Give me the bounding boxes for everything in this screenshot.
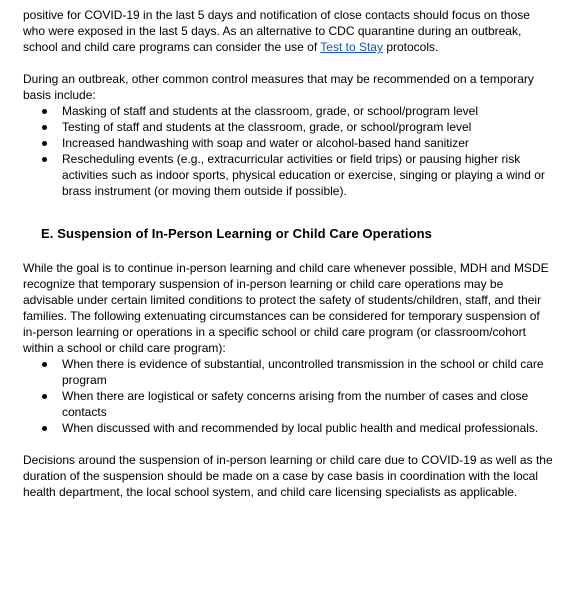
bullet-icon — [42, 362, 47, 367]
document-page — [23, 7, 555, 500]
bullet-icon — [42, 394, 47, 399]
list-item-text: Rescheduling events (e.g., extracurricular activities or field trips) or pausing higher risk activities such as indoor sports, physical education or exercise, singing or playing a wind or brass instrument (or moving them outside if possible). — [62, 152, 545, 198]
test-to-stay-link[interactable]: Test to Stay — [320, 40, 383, 54]
suspension-circumstances-list — [23, 356, 555, 436]
section-heading: E. Suspension of In-Person Learning or Child Care Operations — [41, 226, 432, 241]
bullet-icon — [42, 109, 47, 114]
list-item-text: Masking of staff and students at the classroom, grade, or school/program level — [62, 104, 478, 118]
list-item — [23, 420, 555, 436]
outbreak-measures-list — [23, 103, 555, 199]
bullet-icon — [42, 141, 47, 146]
section-e-heading-wrap — [23, 225, 555, 243]
outbreak-measures-intro: During an outbreak, other common control measures that may be recommended on a temporary basis include: — [23, 72, 534, 102]
intro-text-after-link: protocols. — [382, 40, 439, 54]
bullet-icon — [42, 125, 47, 130]
intro-paragraph — [23, 7, 555, 55]
intro-text-before-link: positive for COVID-19 in the last 5 days and notification of close contacts should focus on those who were exposed in the last 5 days. As an alternative to CDC quarantine during an outbreak, school and child care programs can consider the use of — [23, 8, 530, 54]
section-e-paragraph: While the goal is to continue in-person learning and child care whenever possible, MDH and MSDE recognize that temporary suspension of in-person learning or child care operations may be advisable under certain limited conditions to protect the safety of students/children, staff, and their families. The following extenuating circumstances can be considered for temporary suspension of in-person learning or operations in a specific school or child care program (or classroom/cohort within a school or child care program): — [23, 261, 549, 355]
bullet-icon — [42, 426, 47, 431]
list-item — [23, 119, 555, 135]
bullet-icon — [42, 157, 47, 162]
list-item-text: When there are logistical or safety concerns arising from the number of cases and close contacts — [62, 389, 529, 419]
list-item-text: When there is evidence of substantial, uncontrolled transmission in the school or child care program — [62, 357, 544, 387]
list-item — [23, 103, 555, 119]
closing-paragraph: Decisions around the suspension of in-person learning or child care due to COVID-19 as well as the duration of the suspension should be made on a case by case basis in coordination with the local health department, the local school system, and child care licensing specialists as applicable. — [23, 453, 553, 499]
list-item-text: Increased handwashing with soap and water or alcohol-based hand sanitizer — [62, 136, 469, 150]
list-item — [23, 135, 555, 151]
list-item — [23, 388, 555, 420]
list-item-text: Testing of staff and students at the classroom, grade, or school/program level — [62, 120, 472, 134]
list-item-text: When discussed with and recommended by local public health and medical professionals. — [62, 421, 539, 435]
list-item — [23, 151, 555, 199]
list-item — [23, 356, 555, 388]
